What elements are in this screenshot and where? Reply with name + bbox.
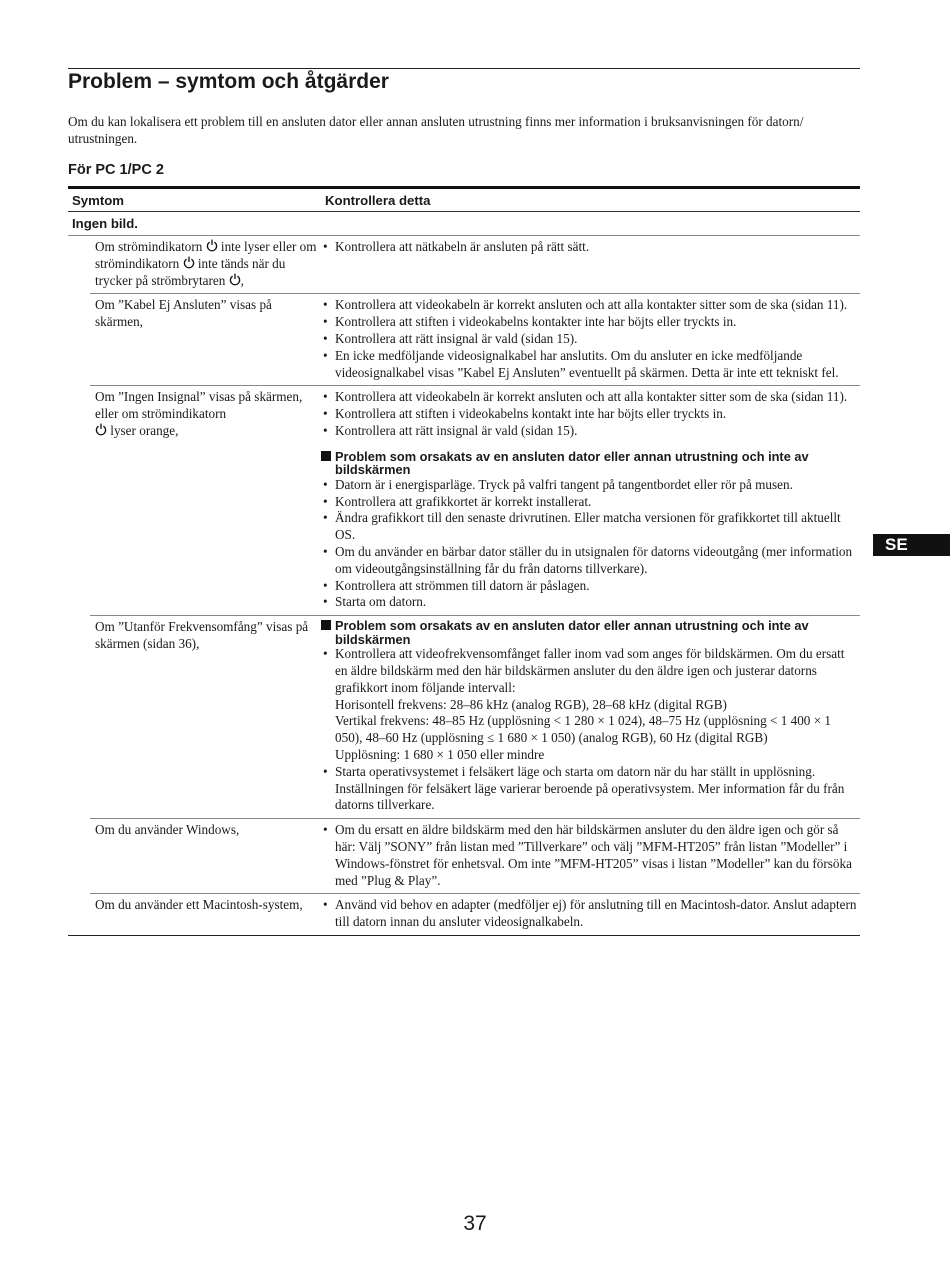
list-item: • En icke medföljande videosignalkabel har anslutits. Om du ansluter en icke medföljande videosignalkabel visas ”Kabel Ej Ansluten” eventuellt på skärmen. Detta är inte ett tekniskt fel. — [321, 348, 860, 382]
symptom-cell: Om du använder Windows, — [95, 822, 240, 838]
table-row — [90, 819, 860, 894]
symptom-cell — [90, 239, 317, 289]
list-item: • Kontrollera att nätkabeln är ansluten på rätt sätt. — [321, 239, 860, 256]
table-row — [90, 386, 860, 616]
power-icon — [183, 256, 195, 269]
group-no-picture: Ingen bild. — [68, 212, 860, 236]
symptom-text: Om ”Ingen Insignal” visas på skärmen, eller om strömindikatorn — [95, 389, 303, 422]
table-row — [90, 294, 860, 386]
list-item: • Ändra grafikkort till den senaste drivrutinen. Eller matcha versionen för grafikkortet till aktuellt OS. — [321, 510, 860, 544]
language-tab: SE — [873, 534, 950, 556]
symptom-text: inte lyser eller om strömindikatorn — [95, 239, 317, 271]
symptom-cell: Om ”Kabel Ej Ansluten” visas på skärmen, — [95, 297, 272, 330]
list-item: • Kontrollera att stiften i videokabelns kontakt inte har böjts eller tryckts in. — [321, 406, 860, 423]
symptom-cell: Om ”Utanför Frekvensomfång” visas på skärmen (sidan 36), — [95, 619, 309, 651]
section-subtitle: För PC 1/PC 2 — [68, 162, 164, 178]
top-rule — [68, 68, 860, 69]
list-item: • Om du använder en bärbar dator ställer du in utsignalen för datorns videoutgång (mer information om videoutgångsinställning får du från datorns tillverkare). — [321, 544, 860, 578]
power-icon — [229, 273, 241, 286]
section-heading — [321, 450, 860, 477]
symptom-text: inte tänds när du trycker på strömbrytaren — [95, 255, 286, 288]
square-bullet-icon — [321, 620, 331, 630]
check-cell — [317, 239, 860, 289]
list-item: • Kontrollera att strömmen till datorn är påslagen. — [321, 578, 860, 595]
troubleshooting-table — [68, 186, 860, 936]
symptom-text: , — [240, 272, 244, 288]
intro-text: Om du kan lokalisera ett problem till en ansluten dator eller annan ansluten utrustning finns mer information i bruksanvisningen för datorn/ utrustningen. — [68, 114, 804, 146]
list-item-text: Kontrollera att videofrekvensomfånget faller inom vad som anges för bildskärmen. Om du ersatt en äldre bildskärm med den här bildskärmen ansluter du den äldre igen och justerar datorns grafikkort inom följande intervall: — [335, 646, 845, 695]
list-item: • Starta om datorn. — [321, 594, 860, 611]
list-item: • Kontrollera att rätt insignal är vald (sidan 15). — [321, 331, 860, 348]
check-cell — [317, 619, 860, 814]
list-item: • Om du ersatt en äldre bildskärm med den här bildskärmen ansluter du den äldre igen och gör så här: Välj ”SONY” från listan med ”Tillverkare” och välj ”MFM-HT205” från listan ”Modeller” i Windows-fönstret för enhetsval. Om inte ”MFM-HT205” visas i listan ”Modeller” kan du försöka med ”Plug & Play”. — [321, 822, 860, 889]
header-symptom: Symtom — [72, 192, 125, 208]
horizontal-frequency: Horisontell frekvens: 28–86 kHz (analog RGB), 28–68 kHz (digital RGB) — [335, 696, 727, 712]
list-item: • Kontrollera att videokabeln är korrekt ansluten och att alla kontakter sitter som de ska (sidan 11). — [321, 389, 860, 406]
check-cell — [317, 897, 860, 931]
check-cell — [317, 297, 860, 381]
check-cell — [317, 389, 860, 611]
page-title: Problem – symtom och åtgärder — [68, 70, 389, 93]
list-item: • Starta operativsystemet i felsäkert läge och starta om datorn när du har ställt in upplösning. Inställningen för felsäkert läge varierar beroende på operativsystem. Mer information får du från datorns tillverkare. — [321, 764, 860, 814]
power-icon — [206, 239, 218, 252]
section-heading-text: Problem som orsakats av en ansluten dator eller annan utrustning och inte av bildskärmen — [335, 448, 809, 478]
page-number: 37 — [463, 1212, 487, 1235]
list-item: • Datorn är i energisparläge. Tryck på valfri tangent på tangentbordet eller rör på musen. — [321, 477, 860, 494]
list-item: • Använd vid behov en adapter (medföljer ej) för anslutning till en Macintosh-dator. Anslut adaptern till datorn innan du ansluter videosignalkabeln. — [321, 897, 860, 931]
list-item: • Kontrollera att videokabeln är korrekt ansluten och att alla kontakter sitter som de ska (sidan 11). — [321, 297, 860, 314]
symptom-cell — [90, 389, 317, 611]
symptom-text: lyser orange, — [110, 422, 179, 438]
resolution: Upplösning: 1 680 × 1 050 eller mindre — [335, 746, 545, 762]
list-item — [321, 646, 860, 764]
table-row — [90, 236, 860, 294]
section-heading — [321, 619, 860, 646]
check-cell — [317, 822, 860, 889]
list-item: • Kontrollera att stiften i videokabelns kontakter inte har böjts eller tryckts in. — [321, 314, 860, 331]
section-heading-text: Problem som orsakats av en ansluten dator eller annan utrustning och inte av bildskärmen — [335, 618, 809, 647]
list-item: • Kontrollera att rätt insignal är vald (sidan 15). — [321, 423, 860, 440]
power-icon — [95, 423, 107, 436]
header-check: Kontrollera detta — [325, 192, 431, 208]
square-bullet-icon — [321, 451, 331, 461]
vertical-frequency: Vertikal frekvens: 48–85 Hz (upplösning < 1 280 × 1 024), 48–75 Hz (upplösning < 1 400 × 1 050), 48–60 Hz (upplösning ≤ 1 680 × 1 050) (analog RGB), 60 Hz (digital RGB) — [335, 713, 832, 746]
list-item: • Kontrollera att grafikkortet är korrekt installerat. — [321, 494, 860, 511]
table-header — [68, 189, 860, 212]
table-row — [90, 616, 860, 819]
symptom-text: Om strömindikatorn — [95, 239, 203, 254]
table-row — [68, 894, 860, 936]
symptom-cell: Om du använder ett Macintosh-system, — [95, 897, 303, 913]
